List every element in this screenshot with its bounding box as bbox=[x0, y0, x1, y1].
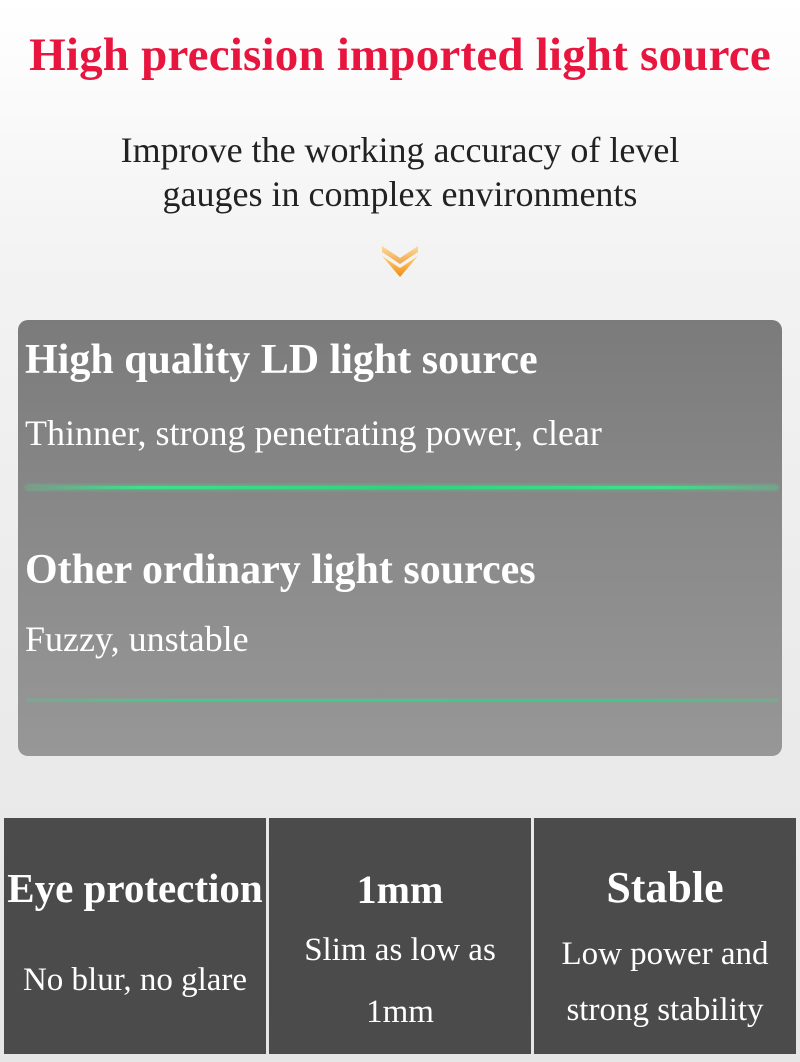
feature-title: Eye protection bbox=[7, 865, 263, 911]
feature-description-line-1: Low power and bbox=[561, 936, 769, 972]
ordinary-light-source-title: Other ordinary light sources bbox=[25, 547, 536, 593]
feature-slim bbox=[269, 818, 531, 1054]
feature-strip bbox=[4, 818, 796, 1054]
feature-description-line-1: Slim as low as bbox=[304, 932, 496, 968]
ld-light-source-title: High quality LD light source bbox=[25, 337, 538, 383]
feature-eye-protection bbox=[4, 818, 266, 1054]
ordinary-light-source-description: Fuzzy, unstable bbox=[25, 619, 249, 659]
subtitle-line-2: gauges in complex environments bbox=[162, 174, 638, 214]
page-title: High precision imported light source bbox=[29, 29, 771, 81]
light-source-comparison-panel bbox=[18, 320, 782, 756]
feature-description-line-2: strong stability bbox=[566, 992, 764, 1028]
ordinary-laser-line bbox=[26, 699, 778, 701]
feature-stable bbox=[534, 818, 796, 1054]
feature-description: No blur, no glare bbox=[22, 962, 248, 998]
feature-title: Stable bbox=[606, 863, 724, 912]
subtitle-line-1: Improve the working accuracy of level bbox=[120, 130, 680, 170]
feature-title: 1mm bbox=[356, 867, 444, 912]
feature-description-line-2: 1mm bbox=[366, 994, 434, 1030]
down-chevron-arrow-icon bbox=[378, 244, 422, 278]
ld-laser-line bbox=[26, 486, 778, 489]
page-subtitle bbox=[0, 128, 800, 216]
ld-light-source-description: Thinner, strong penetrating power, clear bbox=[25, 413, 602, 453]
